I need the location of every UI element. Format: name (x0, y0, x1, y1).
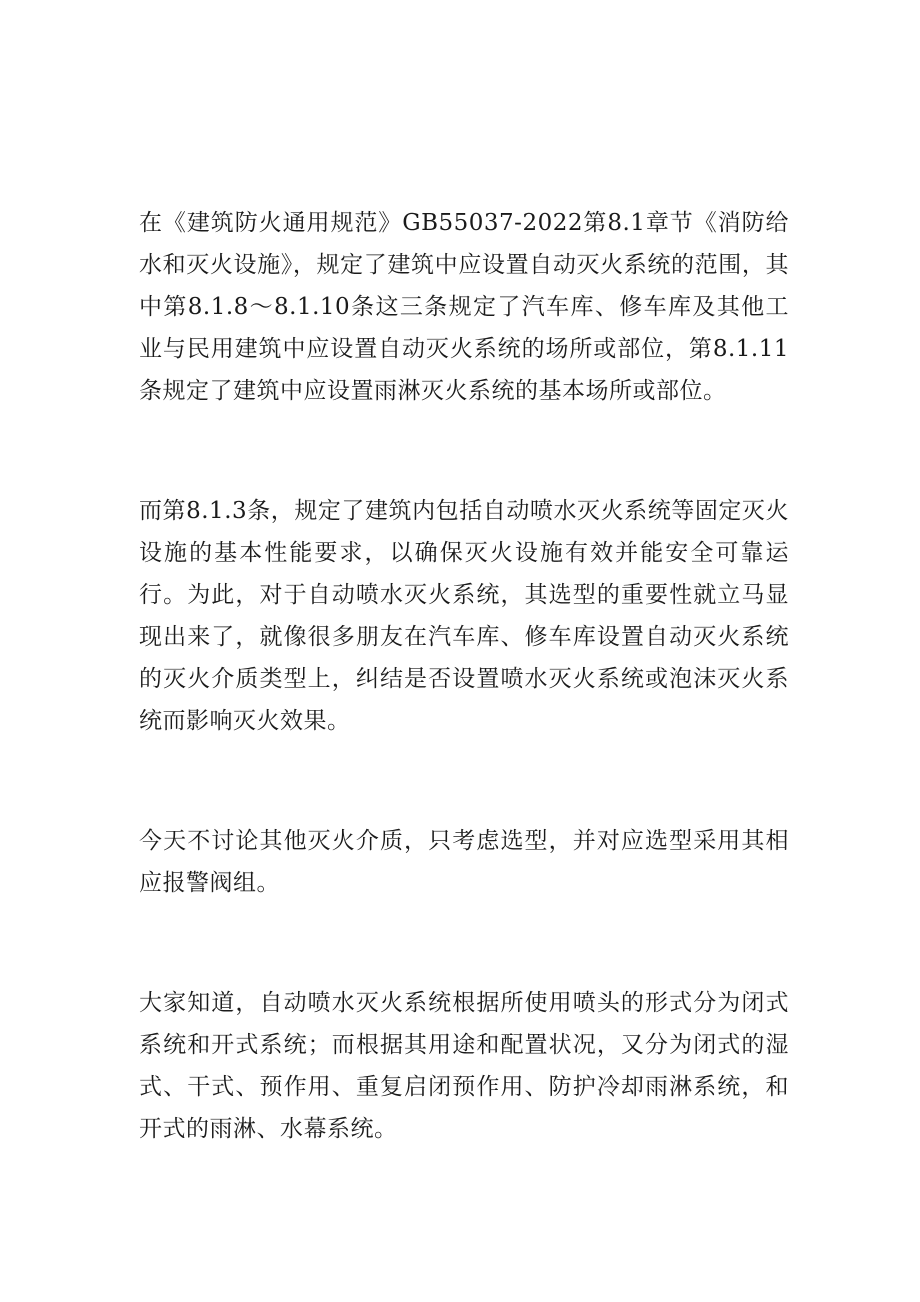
paragraph-4: 大家知道，自动喷水灭火系统根据所使用喷头的形式分为闭式系统和开式系统；而根据其用途和配置状况，又分为闭式的湿式、干式、预作用、重复启闭预作用、防护冷却雨淋系统，和开式的雨淋、水幕系统。 (139, 990, 789, 1142)
paragraph-2: 而第8.1.3条，规定了建筑内包括自动喷水灭火系统等固定灭火设施的基本性能要求，以确保灭火设施有效并能安全可靠运行。为此，对于自动喷水灭火系统，其选型的重要性就立马显现出来了，就像很多朋友在汽车库、修车库设置自动灭火系统的灭火介质类型上，纠结是否设置喷水灭火系统或泡沫灭火系统而影响灭火效果。 (139, 498, 789, 734)
paragraph-spacer (139, 742, 789, 820)
paragraph-1: 在《建筑防火通用规范》GB55037-2022第8.1章节《消防给水和灭火设施》，规定了建筑中应设置自动灭火系统的范围，其中第8.1.8～8.1.10条这三条规定了汽车库、修车库及其他工业与民用建筑中应设置自动灭火系统的场所或部位，第8.1.11条规定了建筑中应设置雨淋灭火系统的基本场所或部位。 (139, 210, 789, 404)
paragraph-spacer (139, 904, 789, 982)
document-body (139, 202, 789, 1150)
paragraph-3: 今天不讨论其他灭火介质，只考虑选型，并对应选型采用其相应报警阀组。 (139, 828, 789, 896)
paragraph-spacer (139, 412, 789, 490)
